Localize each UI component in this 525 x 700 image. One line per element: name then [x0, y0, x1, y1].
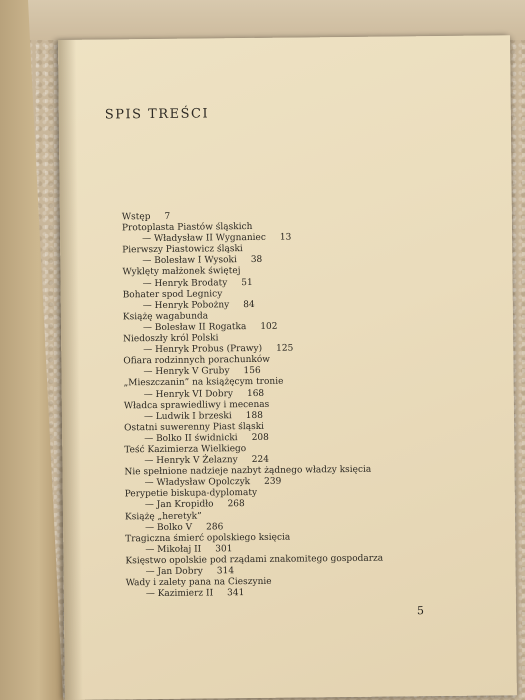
toc-entry-text: Ofiara rodzinnych porachunków — [123, 355, 271, 367]
toc-entry-page: 301 — [215, 544, 233, 555]
toc-entry-text: Ostatni suwerenny Piast śląski — [124, 421, 265, 434]
toc-entry-text: Księstwo opolskie pod rządami znakomitego gospodarza — [125, 553, 384, 567]
toc-entry-page: 341 — [227, 588, 245, 599]
toc-entry-text: — Władysław II Wygnaniec — [142, 233, 266, 245]
toc-entry-text: — Władysław Opolczyk — [144, 477, 251, 489]
toc-entry-page: 13 — [279, 232, 292, 243]
page-title: SPIS TREŚCI — [104, 106, 210, 123]
toc-entry-text: — Kazimierz II — [145, 588, 214, 600]
toc-entry-text: — Bolko II świdnicki — [144, 433, 238, 444]
background-towel — [0, 0, 525, 40]
page-number: 5 — [416, 604, 425, 618]
toc-entry-text: Bohater spod Legnicy — [122, 288, 223, 300]
toc-entry-text: „Mieszczanin” na książęcym tronie — [123, 377, 284, 389]
toc-entry-text: Pierwszy Piastowicz śląski — [122, 244, 243, 256]
toc-entry-page: 314 — [216, 566, 235, 577]
toc-entry-text: Perypetie biskupa-dyplomaty — [124, 488, 258, 500]
toc-entry-text: Wyklęty małżonek świętej — [122, 266, 241, 278]
toc-entry-page: 38 — [250, 255, 263, 266]
toc-entry-text: Teść Kazimierza Wielkiego — [124, 444, 247, 456]
toc-entry-text: — Bolesław I Wysoki — [142, 255, 237, 267]
toc-entry-text: — Henryk Pobożny — [142, 299, 230, 311]
toc-entry-text: — Henryk V Gruby — [143, 366, 230, 378]
toc-entry-page: 208 — [251, 432, 269, 443]
toc-entry-page: 168 — [246, 388, 265, 399]
page-gutter-shadow — [58, 40, 83, 700]
toc-entry-text: — Mikołaj II — [145, 544, 202, 555]
toc-entry-text: Książę „heretyk” — [124, 511, 202, 522]
toc-entry-text: Władca sprawiedliwy i mecenas — [123, 399, 270, 411]
toc-entry-text: Niedoszły król Polski — [123, 333, 219, 345]
toc-entry-page: 224 — [251, 454, 269, 466]
table-of-contents — [122, 208, 506, 600]
toc-entry-text: — Jan Kropidło — [144, 499, 214, 511]
toc-entry-text: — Henryk V Żelazny — [144, 455, 238, 467]
toc-entry-page: 268 — [227, 499, 245, 510]
toc-entry-text: Protoplasta Piastów śląskich — [121, 222, 253, 234]
toc-entry-page: 286 — [206, 521, 224, 533]
book-page — [58, 35, 517, 700]
toc-entry-page: 7 — [164, 211, 171, 222]
toc-entry-text: — Bolko V — [145, 522, 193, 533]
toc-entry-text: Wstęp — [121, 212, 151, 223]
toc-entry-text: — Henryk Probus (Prawy) — [143, 344, 263, 356]
toc-entry-text: — Bolesław II Rogatka — [142, 321, 247, 334]
toc-entry-text: — Henryk VI Dobry — [143, 388, 234, 400]
toc-entry-text: — Jan Dobry — [145, 566, 203, 578]
toc-entry-text: Tragiczna śmierć opolskiego księcia — [125, 532, 291, 545]
toc-entry-text: Wady i zalety pana na Cieszynie — [125, 576, 272, 589]
toc-entry-page: 84 — [243, 299, 255, 310]
toc-entry-text: Nie spełnione nadzieje nazbyt żądnego władzy księcia — [124, 464, 372, 478]
toc-entry-text: Książę wagabunda — [122, 311, 209, 323]
toc-entry-page: 156 — [243, 366, 261, 377]
toc-entry-page: 51 — [241, 277, 253, 288]
toc-entry-page: 239 — [264, 476, 282, 488]
toc-entry-page: 188 — [245, 410, 263, 421]
toc-entry-page: 102 — [260, 321, 278, 332]
toc-entry-text: — Henryk Brodaty — [142, 277, 228, 289]
toc-entry-text: — Ludwik I brzeski — [143, 410, 232, 422]
toc-entry-page: 125 — [276, 343, 294, 354]
